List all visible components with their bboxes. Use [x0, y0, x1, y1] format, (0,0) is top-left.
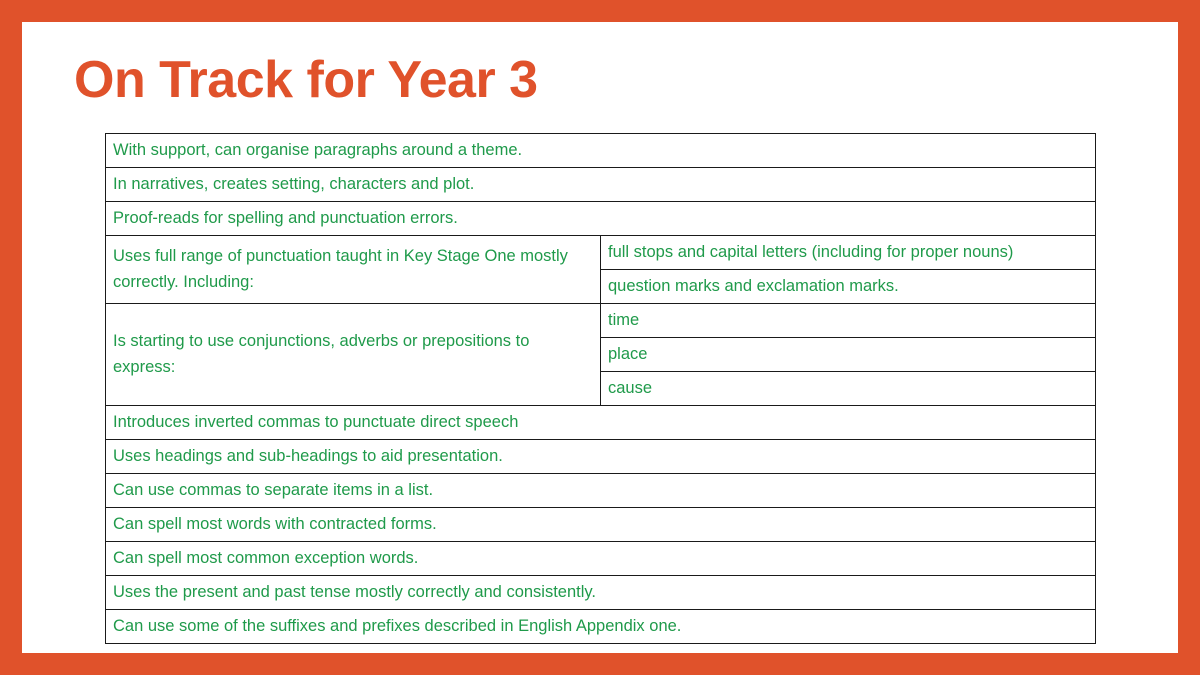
conjunction-group-label: Is starting to use conjunctions, adverbs or prepositions to express:	[106, 304, 601, 406]
table-row	[106, 236, 1096, 270]
criterion-cell: Can use some of the suffixes and prefixes described in English Appendix one.	[106, 610, 1096, 644]
criterion-cell: With support, can organise paragraphs around a theme.	[106, 134, 1096, 168]
criterion-cell: Uses the present and past tense mostly correctly and consistently.	[106, 576, 1096, 610]
table-row	[106, 168, 1096, 202]
sub-criterion-cell: time	[601, 304, 1096, 338]
table-row	[106, 610, 1096, 644]
criterion-cell: Can spell most words with contracted forms.	[106, 508, 1096, 542]
sub-criterion-cell: cause	[601, 372, 1096, 406]
table-row	[106, 508, 1096, 542]
criteria-table	[105, 133, 1096, 644]
table-row	[106, 576, 1096, 610]
table-row	[106, 474, 1096, 508]
criterion-cell: Uses headings and sub-headings to aid presentation.	[106, 440, 1096, 474]
table-row	[106, 202, 1096, 236]
sub-criterion-cell: full stops and capital letters (including for proper nouns)	[601, 236, 1096, 270]
table-row	[106, 134, 1096, 168]
page-title: On Track for Year 3	[74, 51, 538, 109]
sub-criterion-cell: question marks and exclamation marks.	[601, 270, 1096, 304]
sub-criterion-cell: place	[601, 338, 1096, 372]
table-row	[106, 440, 1096, 474]
table-row	[106, 542, 1096, 576]
criterion-cell: In narratives, creates setting, characters and plot.	[106, 168, 1096, 202]
criterion-cell: Introduces inverted commas to punctuate direct speech	[106, 406, 1096, 440]
punctuation-group-label: Uses full range of punctuation taught in Key Stage One mostly correctly. Including:	[106, 236, 601, 304]
table-row	[106, 304, 1096, 338]
slide	[22, 22, 1178, 653]
criterion-cell: Proof-reads for spelling and punctuation errors.	[106, 202, 1096, 236]
criterion-cell: Can spell most common exception words.	[106, 542, 1096, 576]
criterion-cell: Can use commas to separate items in a list.	[106, 474, 1096, 508]
table-row	[106, 406, 1096, 440]
